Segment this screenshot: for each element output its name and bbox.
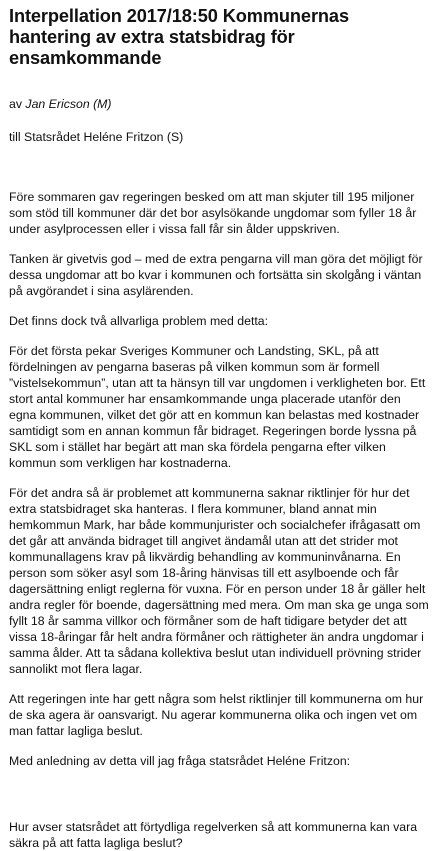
question-paragraph: Hur avser statsrådet att förtydliga regelverken så att kommunerna kan vara säkra på att fatta lagliga beslut? (9, 820, 418, 850)
body-paragraph: Med anledning av detta vill jag fråga statsrådet Heléne Fritzon: (9, 754, 351, 768)
body-paragraph: Att regeringen inte har gett några som helst riktlinjer till kommunerna om hur de ska agera är oansvarigt. Nu agerar kommunerna olika och ingen vet om man fattar lagliga beslut. (9, 692, 424, 738)
interpellation-body (9, 189, 430, 851)
author-prefix: av (9, 97, 22, 111)
body-paragraph: Det finns dock två allvarliga problem med detta: (9, 314, 269, 328)
author-name: Jan Ericson (M) (25, 97, 112, 111)
body-paragraph: Före sommaren gav regeringen besked om att man skjuter till 195 miljoner som stöd till kommuner där det bor asylsökande ungdomar som fyller 18 år under asylprocessen eller i vissa fall får sin ålder uppskriven. (9, 190, 417, 236)
body-paragraph: För det andra så är problemet att kommunerna saknar riktlinjer för hur det extra statsbidraget ska hanteras. I flera kommuner, bland annat min hemkommun Mark, har både kommunjurister och socialchefer ifrågasatt om det går att använda bidraget till angivet ändamål utan att det strider mot kommunallagens krav på likvärdig behandling av kommuninvånarna. En person som söker asyl som 18-åring hänvisas till ett asylboende och får dagersättning enligt reglerna för vuxna. För en person under 18 år gäller helt andra regler för boende, dagersättning med mera. Om man ska ge unga som fyllt 18 år samma villkor och förmåner som de haft tidigare betyder det att vissa 18-åringar får helt andra förmåner och rättigheter än andra ungdomar i samma ålder. Att ta sådana kollektiva beslut utan individuell prövning strider sannolikt mot flera lagar. (9, 486, 429, 676)
recipient-line: till Statsrådet Heléne Fritzon (S) (9, 130, 184, 144)
interpellation-title: Interpellation 2017/18:50 Kommunernas hantering av extra statsbidrag för ensamkommande (9, 6, 349, 68)
author-line (9, 96, 430, 112)
body-paragraph: Tanken är givetvis god – med de extra pengarna vill man göra det möjligt för dessa ungdomar att bo kvar i kommunen och fortsätta sin skolgång i väntan på avgörandet i sina asylärenden. (9, 252, 423, 298)
body-paragraph: För det första pekar Sveriges Kommuner och Landsting, SKL, på att fördelningen av pengarna baseras på vilken kommun som är formell ”vistelsekommun”, utan att ta hänsyn till var ungdomen i verkligheten bor. Ett stort antal kommuner har ensamkommande unga placerade utanför den egna kommunen, vilket det gör att en kommun kan belastas med kostnader samtidigt som en annan kommun får bidraget. Regeringen borde lyssna på SKL som i stället har begärt att man ska fördela pengarna efter vilken kommun som verkligen har kostnaderna. (9, 344, 426, 470)
